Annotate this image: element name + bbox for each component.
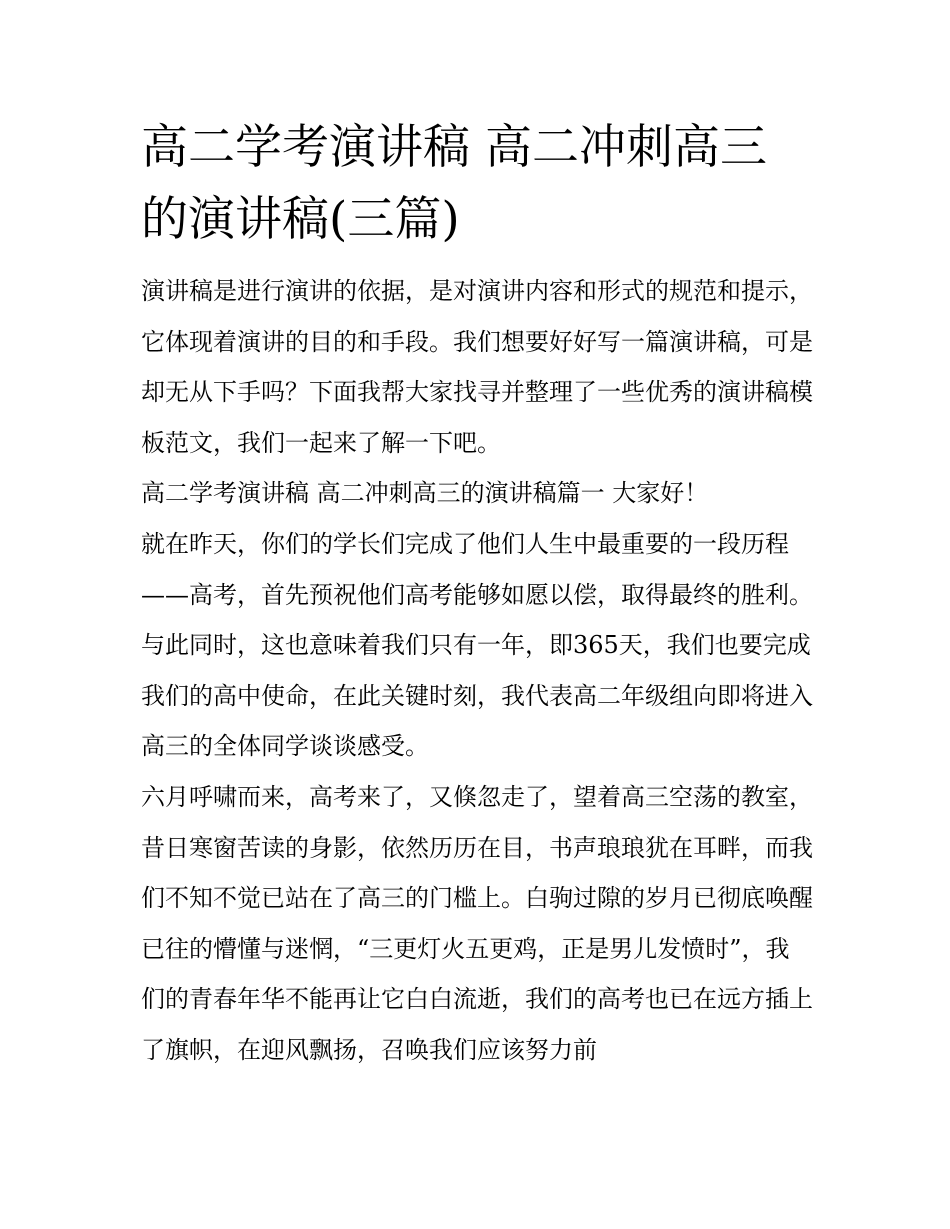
paragraph-intro: 演讲稿是进行演讲的依据，是对演讲内容和形式的规范和提示，它体现着演讲的目的和手段。我们想要好好写一篇演讲稿，可是却无从下手吗？下面我帮大家找寻并整理了一些优秀的演讲稿模板范文，我们一起来了解一下吧。 — [141, 277, 813, 457]
document-title: 高二学考演讲稿 高二冲刺高三的演讲稿(三篇) — [141, 120, 767, 247]
document-content — [141, 112, 813, 1076]
paragraph-heading-one: 高二学考演讲稿 高二冲刺高三的演讲稿篇一 大家好！ — [141, 479, 709, 508]
document-body — [141, 266, 813, 1076]
paragraph-june: 六月呼啸而来，高考来了，又倏忽走了，望着高三空荡的教室，昔日寒窗苦读的身影，依然历历在目，书声琅琅犹在耳畔，而我们不知不觉已站在了高三的门槛上。白驹过隙的岁月已彻底唤醒已往的懵懂与迷惘，“三更灯火五更鸡，正是男儿发愤时”，我们的青春年华不能再让它白白流逝，我们的高考也已在远方插上了旗帜，在迎风飘扬，召唤我们应该努力前 — [141, 782, 813, 1064]
paragraph-yesterday: 就在昨天，你们的学长们完成了他们人生中最重要的一段历程——高考，首先预祝他们高考能够如愿以偿，取得最终的胜利。与此同时，这也意味着我们只有一年，即365天，我们也要完成我们的高中使命，在此关键时刻，我代表高二年级组向即将进入高三的全体同学谈谈感受。 — [141, 529, 813, 761]
